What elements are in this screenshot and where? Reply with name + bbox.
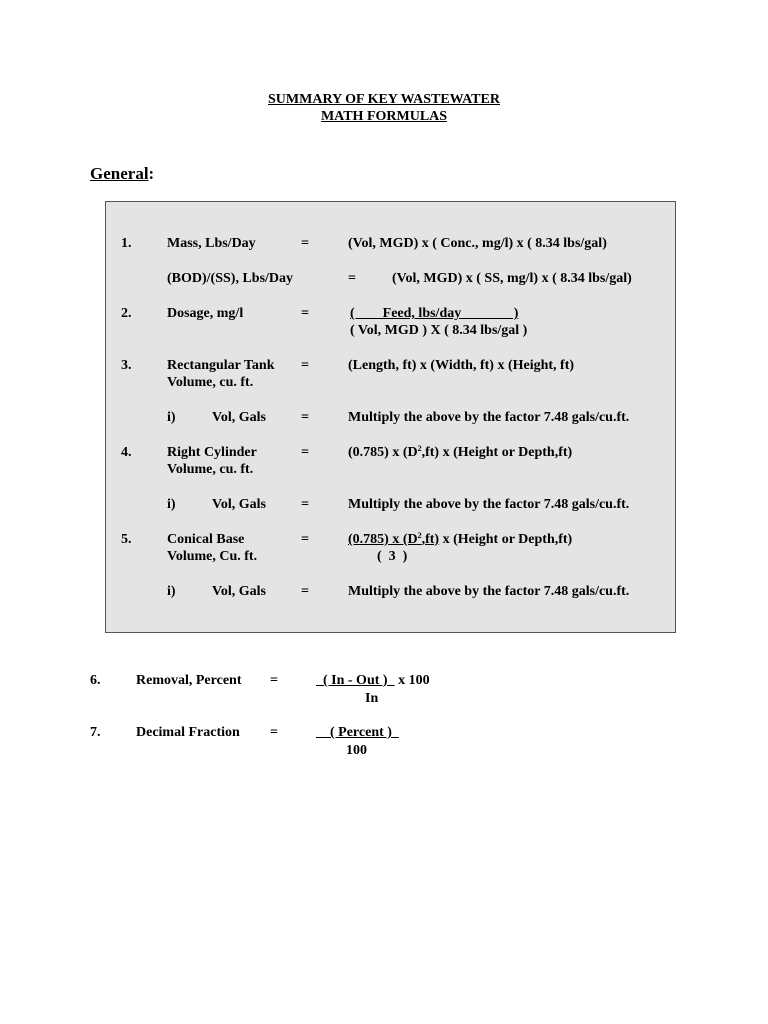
formula-5-label-line-1: Conical Base: [167, 532, 245, 547]
formula-3-expression: (Length, ft) x (Width, ft) x (Height, ft): [348, 358, 575, 373]
formula-5-expression-a: (0.785) x (D: [348, 532, 418, 547]
title-line-2: MATH FORMULAS: [320, 109, 448, 124]
formula-3-sub-equals: =: [301, 410, 309, 425]
formula-5-superscript: 2: [417, 531, 422, 540]
formula-4-sub-label: Vol, Gals: [212, 497, 266, 512]
section-colon: :: [148, 164, 155, 183]
formula-5-sub-equals: =: [301, 584, 309, 599]
formula-4-number: 4.: [121, 445, 132, 460]
formula-4-sub-expression: Multiply the above by the factor 7.48 gals/cu.ft.: [348, 497, 630, 512]
formula-7-number: 7.: [90, 725, 101, 740]
formula-1b-equals: =: [348, 271, 356, 286]
formula-7-numerator: ( Percent ): [316, 725, 399, 740]
formula-1b-expression: (Vol, MGD) x ( SS, mg/l) x ( 8.34 lbs/gal): [392, 271, 632, 286]
formula-6-numerator: ( In - Out ): [316, 673, 395, 688]
formula-3-sub-number: i): [167, 410, 176, 425]
formula-4-equals: =: [301, 445, 309, 460]
formula-4-sub-number: i): [167, 497, 176, 512]
formula-6-equals: =: [270, 673, 278, 688]
formula-5-expression-c: x (Height or Depth,ft): [439, 532, 573, 547]
formula-1b-label: (BOD)/(SS), Lbs/Day: [167, 271, 294, 286]
formula-2-denominator: ( Vol, MGD ) X ( 8.34 lbs/gal ): [350, 323, 528, 338]
formula-6-multiplier: x 100: [394, 673, 430, 688]
formula-5-equals: =: [301, 532, 309, 547]
title-line-1: SUMMARY OF KEY WASTEWATER: [268, 92, 500, 107]
formula-2-label: Dosage, mg/l: [167, 306, 244, 321]
formula-2-numerator: ( Feed, lbs/day ): [350, 306, 519, 321]
formula-6-number: 6.: [90, 673, 101, 688]
formula-7-equals: =: [270, 725, 278, 740]
formula-6-denominator: In: [365, 691, 379, 706]
formula-5-expression-b: ,ft): [421, 532, 440, 547]
formula-4-sub-equals: =: [301, 497, 309, 512]
formula-7-label: Decimal Fraction: [136, 725, 240, 740]
formula-3-sub-label: Vol, Gals: [212, 410, 266, 425]
formula-1-expression: (Vol, MGD) x ( Conc., mg/l) x ( 8.34 lbs/gal): [348, 236, 607, 251]
formula-6-label: Removal, Percent: [136, 673, 242, 688]
formula-4-expression-a: (0.785) x (D: [348, 445, 418, 460]
formula-4-expression: [348, 445, 572, 461]
formula-5-sub-expression: Multiply the above by the factor 7.48 gals/cu.ft.: [348, 584, 630, 599]
formula-3-label-line-2: Volume, cu. ft.: [167, 375, 254, 390]
formula-5-label-line-2: Volume, Cu. ft.: [167, 549, 258, 564]
formula-5-sub-number: i): [167, 584, 176, 599]
formula-3-equals: =: [301, 358, 309, 373]
formula-5-number: 5.: [121, 532, 132, 547]
formula-3-sub-expression: Multiply the above by the factor 7.48 gals/cu.ft.: [348, 410, 630, 425]
formula-2-number: 2.: [121, 306, 132, 321]
formula-1-number: 1.: [121, 236, 132, 251]
formula-2-equals: =: [301, 306, 309, 321]
formula-1-equals: =: [301, 236, 309, 251]
formula-4-label-line-1: Right Cylinder: [167, 445, 257, 460]
formula-5-expression: [348, 532, 572, 548]
formula-3-number: 3.: [121, 358, 132, 373]
formula-3-label-line-1: Rectangular Tank: [167, 358, 275, 373]
formula-4-superscript: 2: [417, 444, 422, 453]
formula-5-numerator: [348, 532, 439, 547]
formula-7-denominator: 100: [346, 743, 367, 758]
section-label: General: [90, 164, 149, 183]
section-heading: [90, 164, 154, 184]
formula-5-sub-label: Vol, Gals: [212, 584, 266, 599]
formula-1-label: Mass, Lbs/Day: [167, 236, 256, 251]
formula-4-label-line-2: Volume, cu. ft.: [167, 462, 254, 477]
formula-5-denominator: ( 3 ): [377, 549, 408, 564]
formula-4-expression-b: ,ft) x (Height or Depth,ft): [421, 445, 573, 460]
formula-6-expression: [316, 673, 430, 689]
